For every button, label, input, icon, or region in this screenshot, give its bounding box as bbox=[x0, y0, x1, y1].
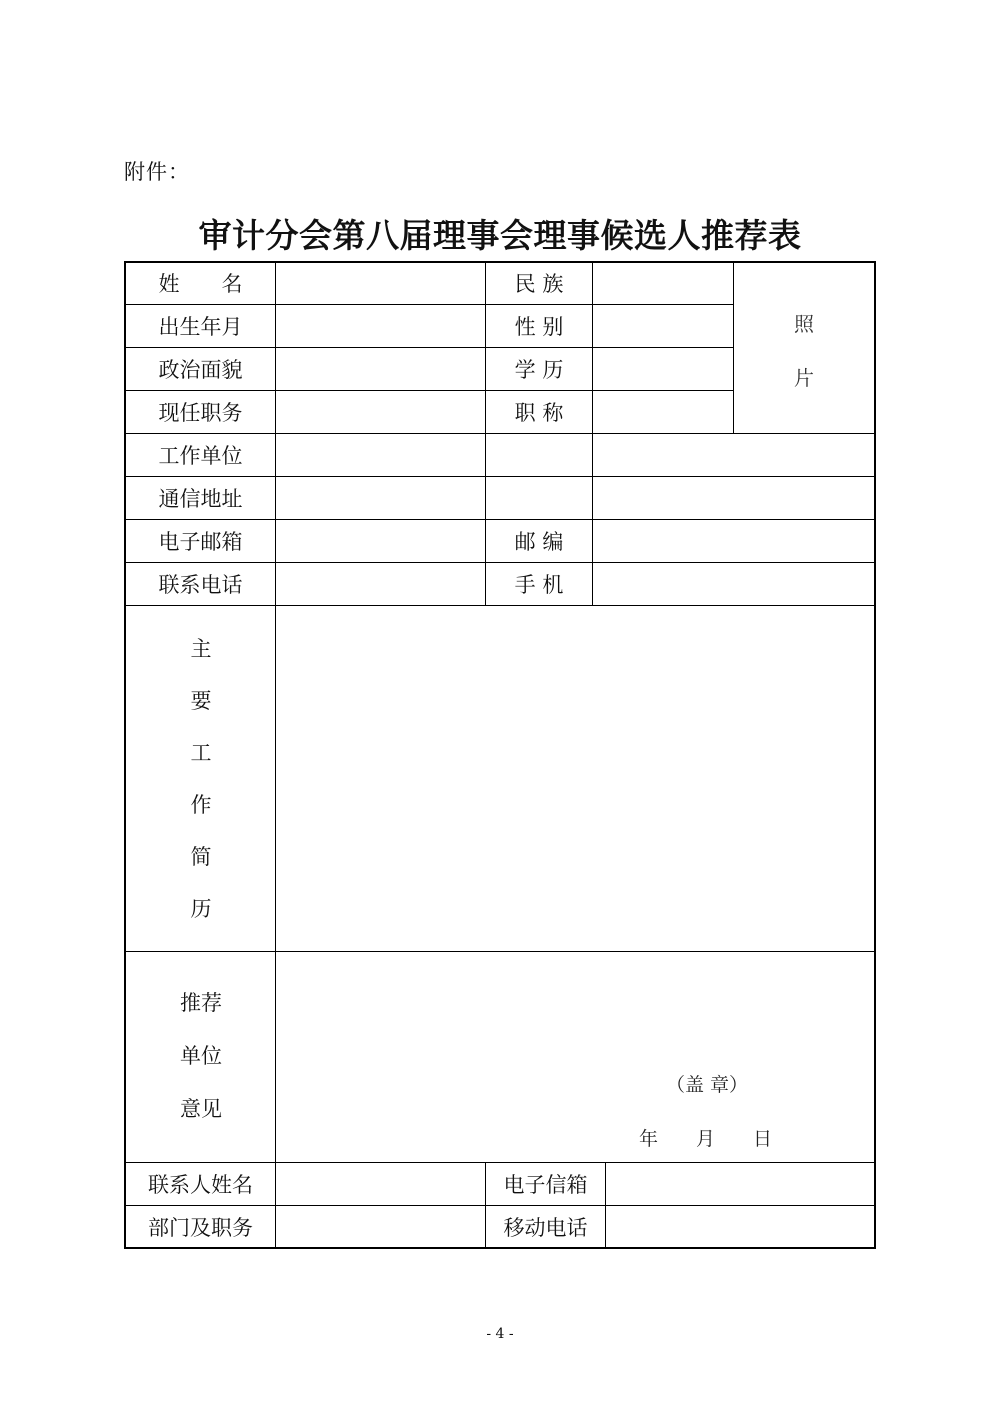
contact-name-label: 联系人姓名 bbox=[148, 1173, 253, 1197]
recommend-line: 推荐 bbox=[180, 991, 222, 1015]
photo-char-1: 照 bbox=[794, 312, 814, 336]
position-label: 现任职务 bbox=[158, 401, 243, 425]
resume-char: 要 bbox=[190, 689, 212, 713]
email-label: 电子邮箱 bbox=[158, 530, 243, 554]
dept-field[interactable] bbox=[276, 1206, 485, 1247]
education-label: 学 历 bbox=[514, 358, 564, 382]
photo-char-2: 片 bbox=[794, 366, 814, 390]
resume-char: 历 bbox=[190, 897, 212, 921]
dept-label: 部门及职务 bbox=[148, 1216, 253, 1240]
title-label: 职 称 bbox=[514, 401, 564, 425]
resume-field[interactable] bbox=[276, 606, 874, 951]
phone-label: 联系电话 bbox=[158, 573, 243, 597]
education-field[interactable] bbox=[593, 348, 733, 390]
political-label: 政治面貌 bbox=[158, 358, 243, 382]
birth-label: 出生年月 bbox=[158, 315, 243, 339]
stamp-label: （盖 章） bbox=[666, 1074, 749, 1096]
phone-field[interactable] bbox=[276, 563, 485, 605]
gender-field[interactable] bbox=[593, 305, 733, 347]
contact-mobile-label: 移动电话 bbox=[503, 1216, 588, 1240]
address-label: 通信地址 bbox=[158, 487, 243, 511]
recommend-line: 单位 bbox=[180, 1044, 222, 1068]
position-field[interactable] bbox=[276, 391, 485, 433]
resume-char: 工 bbox=[190, 741, 212, 765]
contact-name-field[interactable] bbox=[276, 1163, 485, 1205]
birth-field[interactable] bbox=[276, 305, 485, 347]
recommend-field[interactable] bbox=[276, 952, 874, 1162]
employer-label: 工作单位 bbox=[158, 444, 243, 468]
postcode-label: 邮 编 bbox=[514, 530, 564, 554]
mobile-field[interactable] bbox=[593, 563, 874, 605]
gender-label: 性 别 bbox=[514, 315, 564, 339]
email-field[interactable] bbox=[276, 520, 485, 562]
resume-char: 作 bbox=[190, 793, 212, 817]
postcode-field[interactable] bbox=[593, 520, 874, 562]
resume-label bbox=[181, 623, 221, 935]
attachment-label: 附件： bbox=[124, 160, 190, 184]
recommend-line: 意见 bbox=[180, 1097, 222, 1121]
recommendation-form-table bbox=[124, 261, 876, 1249]
title-field[interactable] bbox=[593, 391, 733, 433]
employer-field[interactable] bbox=[276, 434, 874, 476]
name-field[interactable] bbox=[276, 263, 485, 304]
address-field[interactable] bbox=[276, 477, 874, 519]
resume-char: 主 bbox=[190, 637, 212, 661]
ethnicity-label: 民 族 bbox=[514, 272, 564, 296]
page-number: - 4 - bbox=[486, 1326, 514, 1342]
form-title: 审计分会第八届理事会理事候选人推荐表 bbox=[198, 216, 802, 255]
ethnicity-field[interactable] bbox=[593, 263, 733, 304]
political-field[interactable] bbox=[276, 348, 485, 390]
recommend-label bbox=[166, 977, 236, 1136]
contact-email-label: 电子信箱 bbox=[503, 1173, 588, 1197]
contact-mobile-field[interactable] bbox=[606, 1206, 874, 1247]
mobile-label: 手 机 bbox=[514, 573, 564, 597]
date-label: 年 月 日 bbox=[639, 1128, 773, 1150]
name-label: 姓 名 bbox=[158, 272, 243, 296]
resume-char: 简 bbox=[190, 845, 212, 869]
contact-email-field[interactable] bbox=[606, 1163, 874, 1205]
photo-box[interactable] bbox=[734, 263, 874, 433]
